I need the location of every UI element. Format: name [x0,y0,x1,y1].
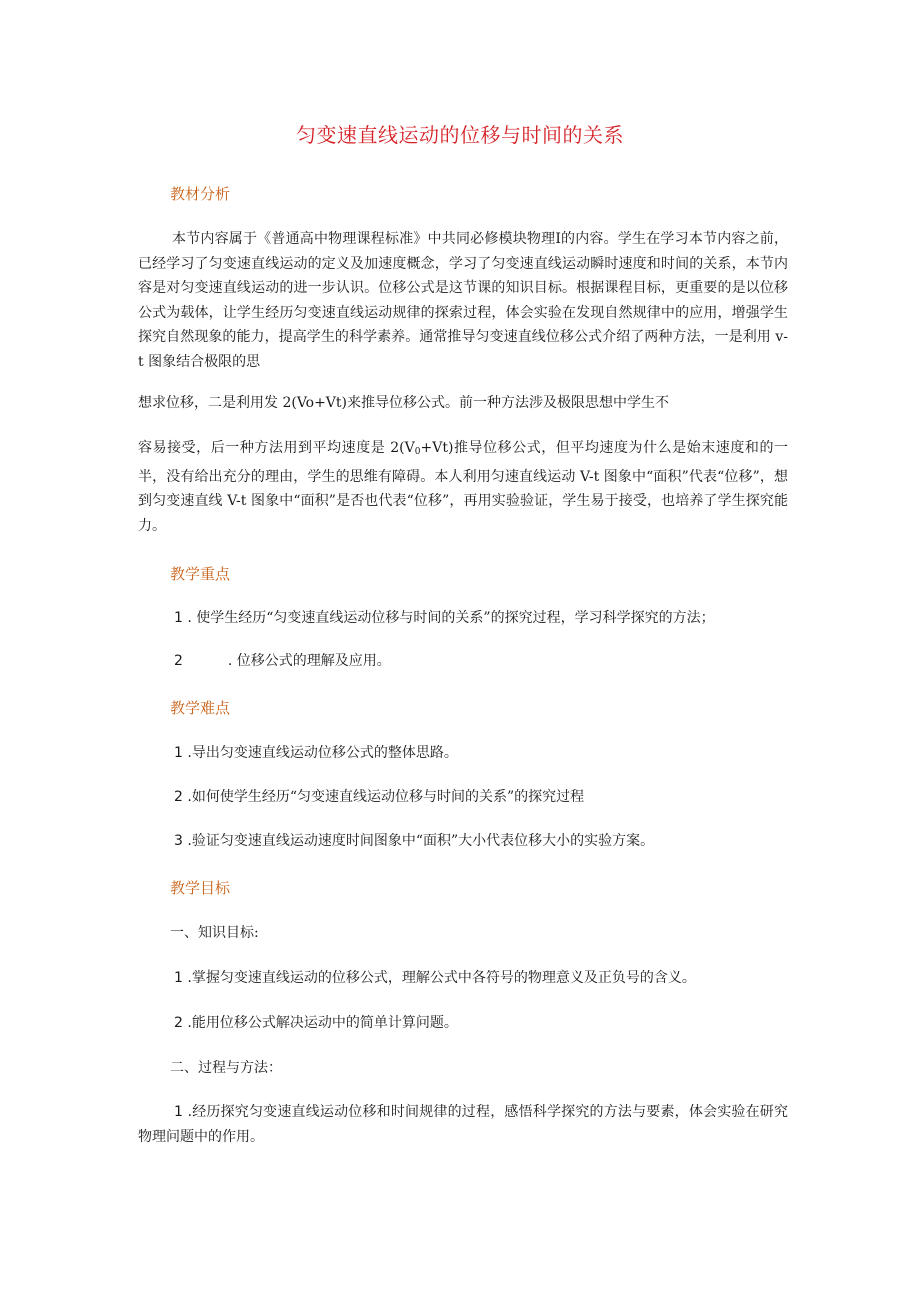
heading-difficulties: 教学难点 [170,699,231,717]
difficulty-item [174,742,458,762]
analysis-paragraph-3-part-a: 容易接受，后一种方法用到平均速度是 2(V [138,440,415,456]
item-number: 1 [174,1104,183,1120]
goal-item [174,967,696,987]
analysis-paragraph-3-part-b: +Vt)推导位移公式，但平均速度为什么是始末速度和的一半，没有给出充分的理由，学生的思维有障碍。本人利用匀速直线运动 V-t 图象中“面积”代表“位移”，想到匀变速直线 V-t 图象中“面积”是否也代表“位移”，再用实验验证，学生易于接受，也培养了学生探究能力。 [138,440,788,534]
item-number: 2 [174,653,183,669]
analysis-paragraph-3 [138,436,788,538]
difficulty-item [174,786,584,806]
subscript-zero: 0 [414,447,421,457]
heading-key-points: 教学重点 [170,565,231,583]
item-text: .导出匀变速直线运动位移公式的整体思路。 [187,745,458,761]
item-number: 1 [174,610,183,626]
item-number: 2 [174,1015,183,1031]
heading-goals: 教学目标 [170,879,231,897]
document-title: 匀变速直线运动的位移与时间的关系 [296,123,624,147]
goal-item [138,1100,788,1149]
item-number: 1 [174,970,183,986]
analysis-paragraph-2: 想求位移，二是利用发 2(Vo+Vt)来推导位移公式。前一种方法涉及极限思想中学生不 [138,395,669,411]
goals-subheading-process: 二、过程与方法： [170,1060,282,1076]
item-number: 1 [174,745,183,761]
analysis-paragraph-1: 本节内容属于《普通高中物理课程标准》中共同必修模块物理Ⅰ的内容。学生在学习本节内容之前，已经学习了匀变速直线运动的定义及加速度概念，学习了匀变速直线运动瞬时速度和时间的关系，本节内容是对匀变速直线运动的进一步认识。位移公式是这节课的知识目标。根据课程目标，更重要的是以位移公式为载体，让学生经历匀变速直线运动规律的探索过程，体会实验在发现自然规律中的应用，增强学生探究自然现象的能力，提高学生的科学素养。通常推导匀变速直线位移公式介绍了两种方法，一是利用 v-t 图象结合极限的思 [138,231,788,370]
item-text: . 使学生经历“匀变速直线运动位移与时间的关系”的探究过程，学习科学探究的方法； [187,610,715,626]
item-text: .能用位移公式解决运动中的简单计算问题。 [187,1015,458,1031]
item-number: 3 [174,833,183,849]
item-text: .如何使学生经历“匀变速直线运动位移与时间的关系”的探究过程 [187,789,585,805]
goal-item [174,1012,458,1032]
item-number: 2 [174,789,183,805]
item-text: .验证匀变速直线运动速度时间图象中“面积”大小代表位移大小的实验方案。 [187,833,655,849]
key-point-item [174,607,715,627]
heading-analysis: 教材分析 [170,185,231,203]
difficulty-item [174,830,654,850]
goals-subheading-knowledge: 一、知识目标: [170,925,259,941]
item-text: . 位移公式的理解及应用。 [227,653,391,669]
item-text: .经历探究匀变速直线运动位移和时间规律的过程，感悟科学探究的方法与要素，体会实验在研究物理问题中的作用。 [138,1104,788,1145]
key-point-item [174,650,391,670]
item-text: .掌握匀变速直线运动的位移公式，理解公式中各符号的物理意义及正负号的含义。 [187,970,696,986]
